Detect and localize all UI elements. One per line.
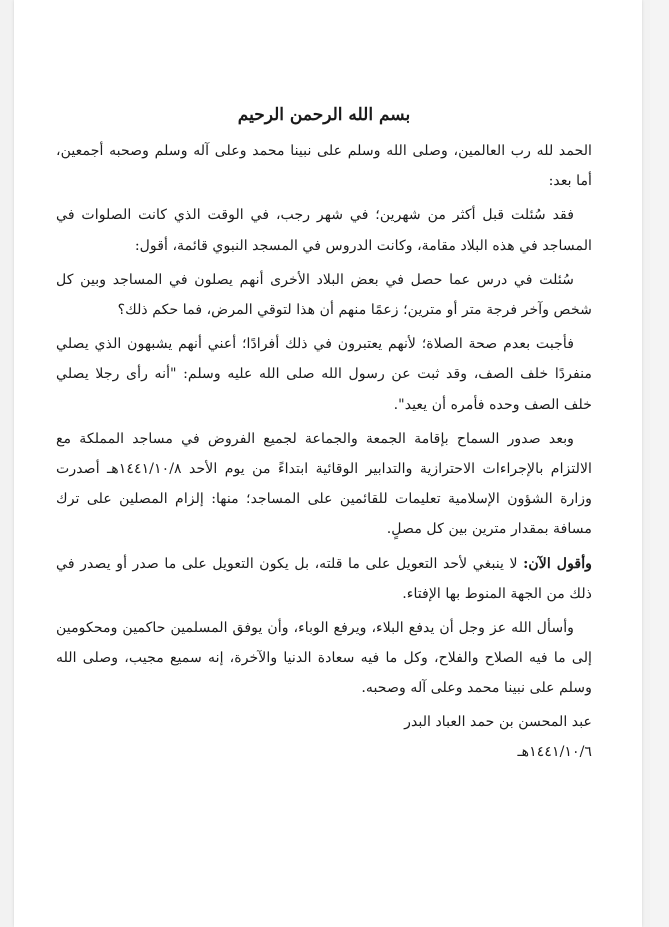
page-margin (650, 0, 669, 927)
paragraph-closing-prayer: وأسأل الله عز وجل أن يدفع البلاء، ويرفع الوباء، وأن يوفق المسلمين حاكمين ومحكومين إلى ما فيه الصلاح والفلاح، وكل ما فيه سعادة الدنيا والآخرة، إنه سميع مجيب، وصلى الله وسلم على نبينا محمد وعلى آله وصحبه. (56, 620, 592, 697)
basmala-title: بسم الله الرحمن الرحيم (237, 105, 411, 125)
paragraph-ministry-instructions: وبعد صدور السماح بإقامة الجمعة والجماعة لجميع الفروض في مساجد المملكة مع الالتزام بالإجراءات الاحترازية والتدابير الوقائية ابتداءً من يوم الأحد ١٤٤١/١٠/٨هـ أصدرت وزارة الشؤون الإسلامية تعليمات للقائمين على المساجد؛ منها: إلزام المصلين على ترك مسافة بمقدار مترين بين كل مصلٍ. (56, 430, 592, 538)
paragraph-answer: فأجبت بعدم صحة الصلاة؛ لأنهم يعتبرون في ذلك أفرادًا؛ أعني أنهم يشبهون الذي يصلي منفردًا خلف الصف، وقد ثبت عن رسول الله صلى الله عليه وسلم: "أنه رأى رجلا يصلي خلف الصف وحده فأمره أن يعيد". (56, 336, 592, 413)
current-statement-lead: وأقول الآن: (523, 555, 592, 572)
paragraph-question: سُئلت في درس عما حصل في بعض البلاد الأخرى أنهم يصلون في المساجد وبين كل شخص وآخر فرجة متر أو مترين؛ زعمًا منهم أن هذا لتوقي المرض، فما حكم ذلك؟ (56, 271, 592, 319)
signature-name: عبد المحسن بن حمد العباد البدر (404, 713, 592, 730)
paragraph-opening: الحمد لله رب العالمين، وصلى الله وسلم على نبينا محمد وعلى آله وسلم وصحبه أجمعين، أما بعد: (56, 143, 593, 190)
current-statement-text: لا ينبغي لأحد التعويل على ما قلته، بل يكون التعويل على ما صدر أو يصدر في ذلك من الجهة المنوط بها الإفتاء. (56, 555, 592, 602)
signature-date: ١٤٤١/١٠/٦هـ (517, 743, 592, 760)
paragraph-question-context: فقد سُئلت قبل أكثر من شهرين؛ في شهر رجب، في الوقت الذي كانت الصلوات في المساجد في هذه البلاد مقامة، وكانت الدروس في المسجد النبوي قائمة، أقول: (56, 207, 592, 254)
paragraph-current-statement (56, 549, 592, 609)
document-body (56, 100, 592, 766)
